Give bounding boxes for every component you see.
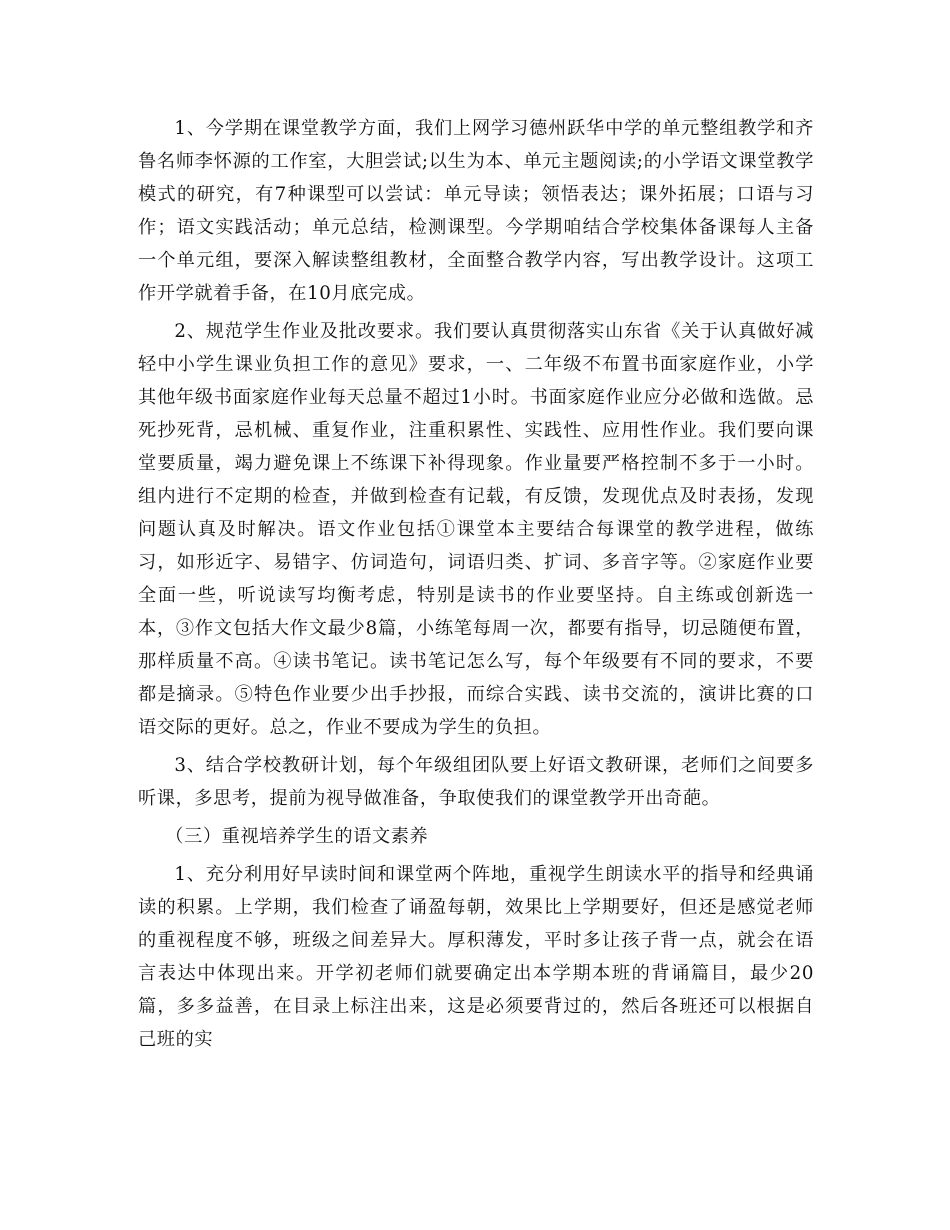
document-body (138, 112, 814, 1061)
paragraph-teaching-research: 3、结合学校教研计划，每个年级组团队要上好语文教研课，老师们之间要多听课，多思考，提前为视导做准备，争取使我们的课堂教学开出奇葩。 (138, 755, 814, 809)
paragraph-homework-requirements: 2、规范学生作业及批改要求。我们要认真贯彻落实山东省《关于认真做好减轻中小学生课业负担工作的意见》要求，一、二年级不布置书面家庭作业，小学其他年级书面家庭作业每天总量不超过1小时。书面家庭作业应分必做和选做。忌死抄死背，忌机械、重复作业，注重积累性、实践性、应用性作业。我们要向课堂要质量，竭力避免课上不练课下补得现象。作业量要严格控制不多于一小时。组内进行不定期的检查，并做到检查有记载，有反馈，发现优点及时表扬，发现问题认真及时解决。语文作业包括①课堂本主要结合每课堂的教学进程，做练习，如形近字、易错字、仿词造句，词语归类、扩词、多音字等。②家庭作业要全面一些，听说读写均衡考虑，特别是读书的作业要坚持。自主练或创新选一本，③作文包括大作文最少8篇，小练笔每周一次，都要有指导，切忌随便布置，那样质量不高。④读书笔记。读书笔记怎么写，每个年级要有不同的要求，不要都是摘录。⑤特色作业要少出手抄报，而综合实践、读书交流的，演讲比赛的口语交际的更好。总之，作业不要成为学生的负担。 (138, 321, 814, 738)
section-heading: （三）重视培养学生的语文素养 (165, 826, 429, 847)
paragraph-classroom-teaching: 1、今学期在课堂教学方面，我们上网学习德州跃华中学的单元整组教学和齐鲁名师李怀源的工作室，大胆尝试;以生为本、单元主题阅读;的小学语文课堂教学模式的研究，有7种课型可以尝试：单元导读；领悟表达；课外拓展；口语与习作；语文实践活动；单元总结，检测课型。今学期咱结合学校集体备课每人主备一个单元组，要深入解读整组教材，全面整合教学内容，写出教学设计。这项工作开学就着手备，在10月底完成。 (138, 118, 814, 304)
paragraph-morning-reading: 1、充分利用好早读时间和课堂两个阵地，重视学生朗读水平的指导和经典诵读的积累。上学期，我们检查了诵盈每朝，效果比上学期要好，但还是感觉老师的重视程度不够，班级之间差异大。厚积薄发，平时多让孩子背一点，就会在语言表达中体现出来。开学初老师们就要确定出本学期本班的背诵篇目，最少20篇，多多益善，在目录上标注出来，这是必须要背过的，然后各班还可以根据自己班的实 (138, 864, 814, 1050)
